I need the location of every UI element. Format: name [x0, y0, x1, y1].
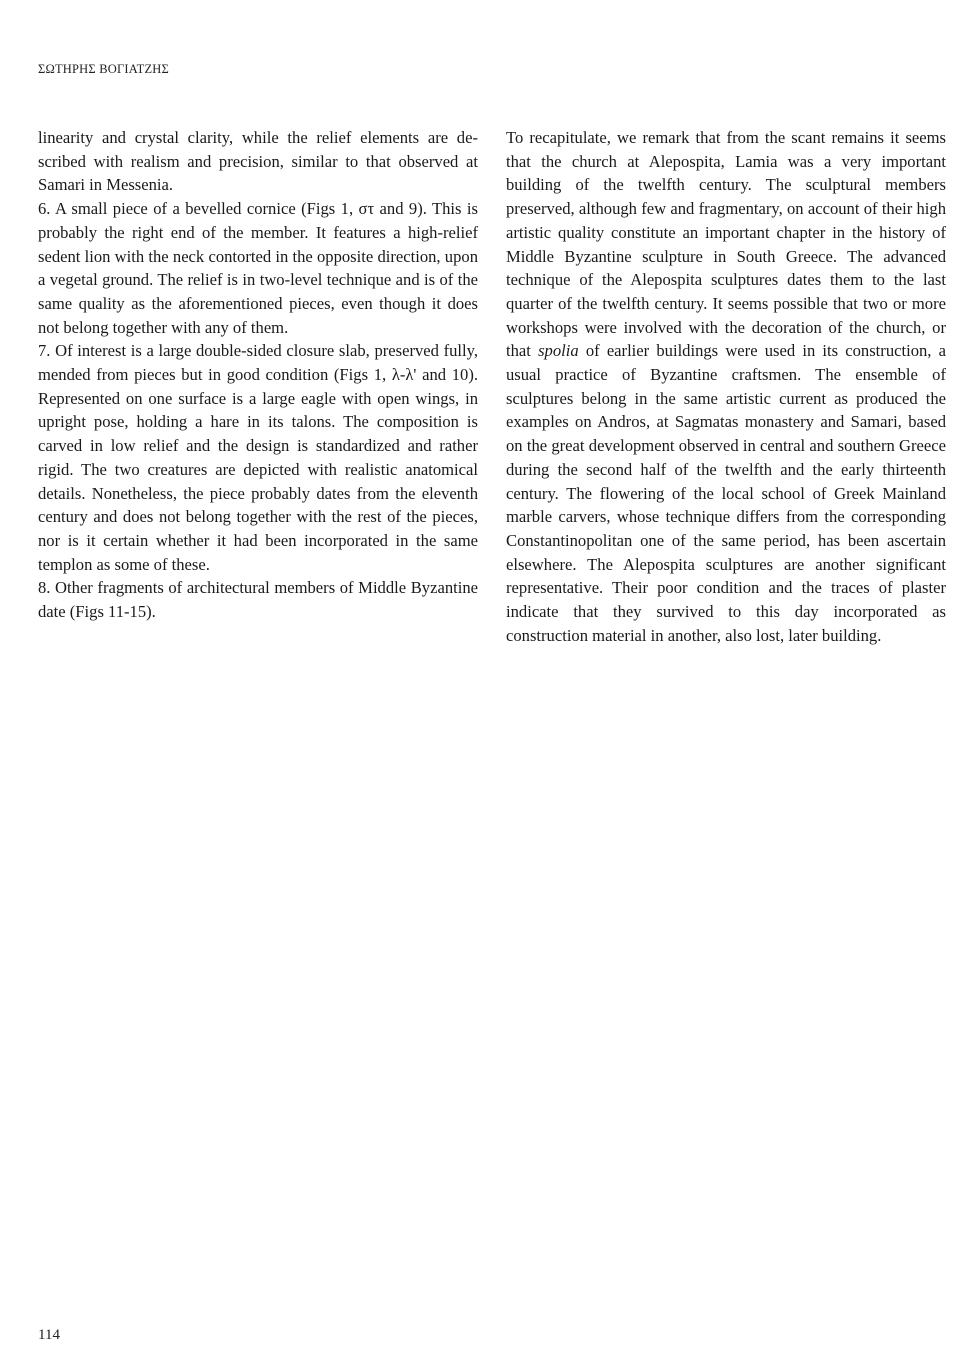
paragraph-item-7: 7. Of interest is a large double-sided closure slab, preserved fully, mended from pieces but in good condition (Figs 1, λ-λ' and 10). Represented on one surface is a large eagle with open wings, in upright pose, holding a hare in its talons. The composition is carved in low relief and the design is standardized and rather rigid. The two creatures are depicted with realistic anatomical details. Nonetheless, the piece probably dates from the eleventh century and does not belong together with the rest of the pieces, nor is it certain whether it had been incorporated in the same templon as some of these.: [38, 341, 478, 574]
paragraph-recapitulation: [506, 126, 946, 647]
paragraph-continuation: linearity and crystal clarity, while the relief elements are described with realism and precision, similar to that observed at Samari in Messenia.: [38, 128, 478, 195]
recap-text-part-2: of earlier buildings were used in its construction, a usual practice of Byzantine craftsmen. The ensemble of sculptures belong in the same artistic current as produced the examples on Andros, at Sagmatas monastery and Samari, based on the great development observed in central and southern Greece during the second half of the twelfth and the early thirteenth century. The flowering of the local school of Greek Mainland marble carvers, whose technique differs from the corresponding Constantinopolitan one of the same period, has been ascertain elsewhere. The Alepospita sculptures are another significant representative. Their poor condition and the traces of plaster indicate that they survived to this day incorporated as construction material in another, also lost, later building.: [506, 341, 946, 645]
paragraph-item-8: 8. Other fragments of architectural members of Middle Byzantine date (Figs 11-15).: [38, 578, 478, 622]
page-number: 114: [38, 1327, 60, 1343]
running-head: ΣΩΤΗΡΗΣ ΒΟΓΙΑΤΖΗΣ: [38, 62, 169, 76]
paragraph-item-6: 6. A small piece of a bevelled cornice (Figs 1, στ and 9). This is probably the right end of the member. It features a high-relief sedent lion with the neck contorted in the opposite direction, upon a vegetal ground. The relief is in two-level technique and is of the same quality as the aforementioned pieces, even though it does not belong together with any of them.: [38, 199, 478, 337]
left-column: [38, 126, 478, 624]
right-column: [506, 126, 946, 647]
italic-term-spolia: spolia: [538, 341, 579, 361]
recap-text-part-1: To recapitulate, we remark that from the scant remains it seems that the church at Alepospita, Lamia was a very important building of the twelfth century. The sculptural members preserved, although few and fragmentary, on account of their high artistic quality constitute an important chapter in the history of Middle Byzantine sculpture in South Greece. The advanced technique of the Alepospita sculptures dates them to the last quarter of the twelfth century. It seems possible that two or more workshops were involved with the decoration of the church, or that: [506, 128, 946, 361]
